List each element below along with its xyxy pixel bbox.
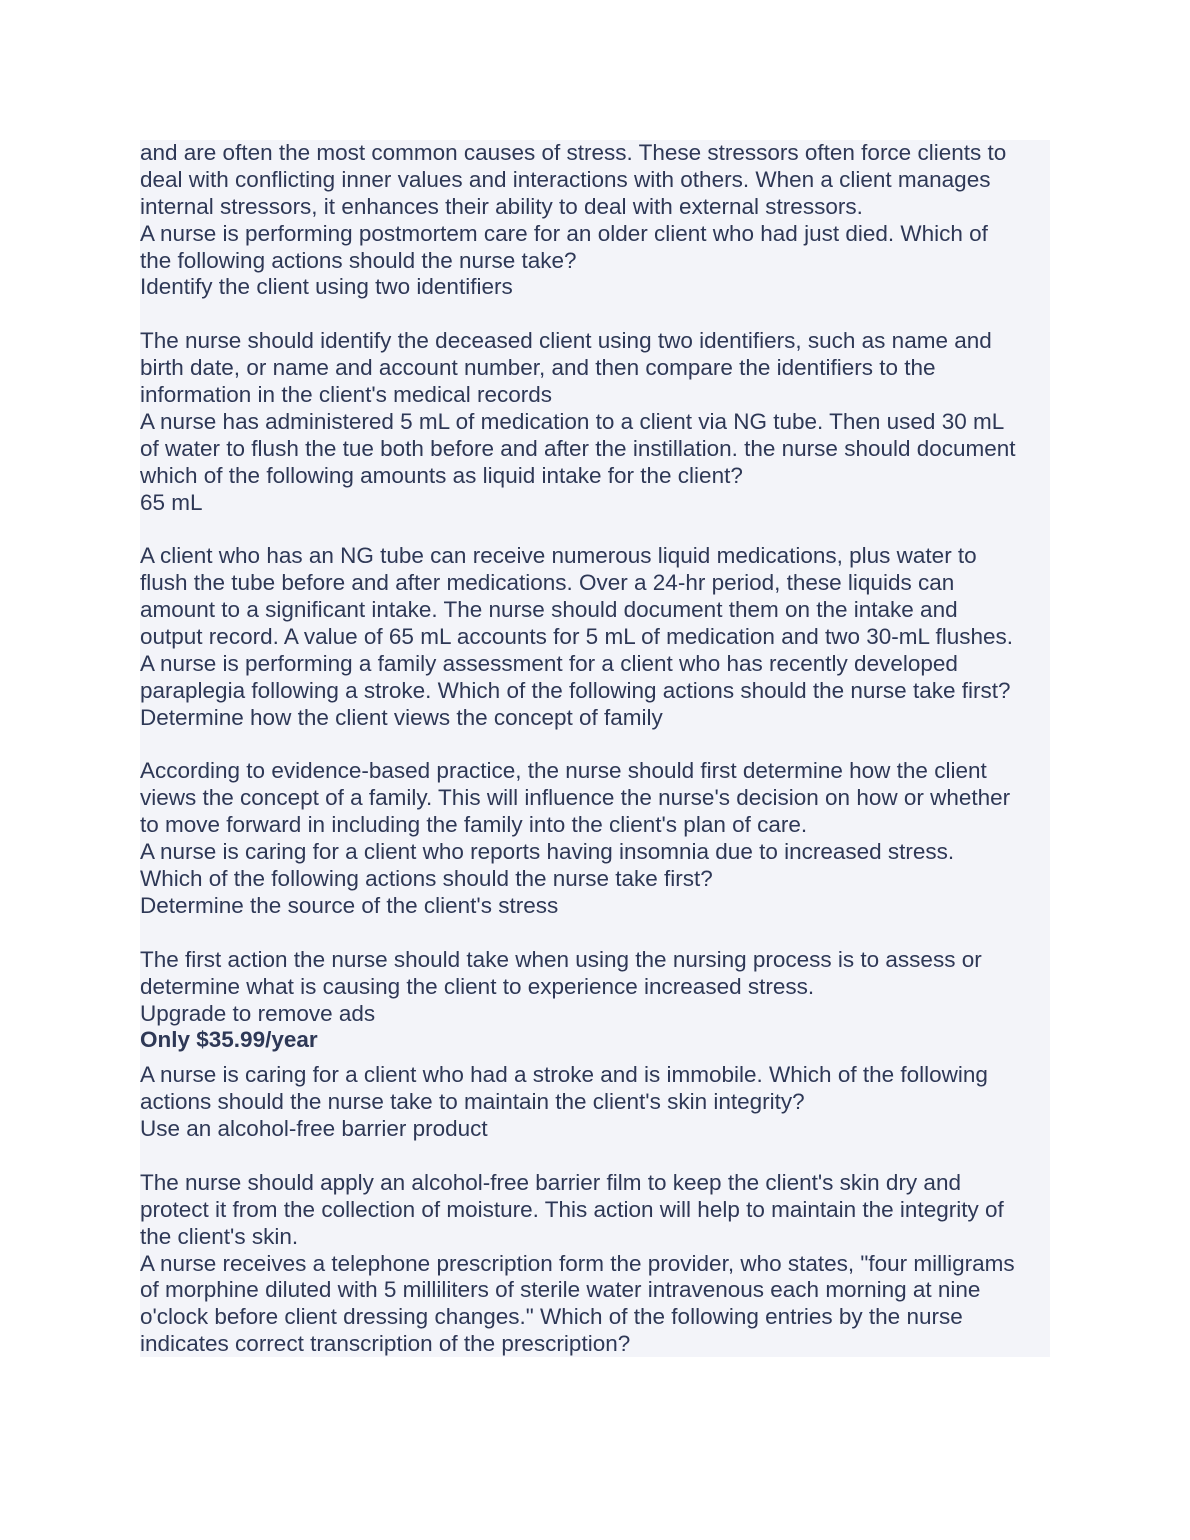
question-text: of morphine diluted with 5 milliliters of sterile water intravenous each morning at nine	[140, 1277, 981, 1303]
question-text: A nurse is performing postmortem care for an older client who had just died. Which of	[140, 220, 988, 246]
question-text: indicates correct transcription of the prescription?	[140, 1331, 631, 1357]
paragraph-gap	[140, 516, 1050, 543]
answer-text: Determine how the client views the concept of family	[140, 704, 663, 730]
question-text: A nurse receives a telephone prescription form the provider, who states, "four milligrams	[140, 1250, 1015, 1276]
explanation-text: the client's skin.	[140, 1223, 299, 1249]
answer-text: Determine the source of the client's stress	[140, 892, 559, 918]
question-text: the following actions should the nurse take?	[140, 247, 577, 273]
explanation-text: protect it from the collection of moisture. This action will help to maintain the integrity of	[140, 1196, 1004, 1222]
upgrade-ad-text: Upgrade to remove ads	[140, 1000, 376, 1026]
text-line: and are often the most common causes of stress. These stressors often force clients to	[140, 140, 1007, 165]
text-line: deal with conflicting inner values and interactions with others. When a client manages	[140, 166, 991, 192]
explanation-text: output record. A value of 65 mL accounts for 5 mL of medication and two 30-mL flushes.	[140, 624, 1013, 650]
answer-text: Use an alcohol-free barrier product	[140, 1116, 488, 1142]
question-text: A nurse is caring for a client who had a stroke and is immobile. Which of the following	[140, 1062, 988, 1088]
explanation-text: The nurse should identify the deceased client using two identifiers, such as name and	[140, 328, 992, 354]
question-text: Which of the following actions should the nurse take first?	[140, 866, 713, 892]
paragraph-gap	[140, 920, 1050, 947]
question-text: actions should the nurse take to maintain the client's skin integrity?	[140, 1089, 805, 1115]
question-text: A nurse has administered 5 mL of medication to a client via NG tube. Then used 30 mL	[140, 408, 1005, 434]
paragraph-gap	[140, 732, 1050, 759]
paragraph-gap	[140, 1143, 1050, 1170]
answer-text: 65 mL	[140, 489, 203, 515]
explanation-text: The nurse should apply an alcohol-free barrier film to keep the client's skin dry and	[140, 1169, 961, 1195]
paragraph-gap	[140, 301, 1050, 328]
explanation-text: information in the client's medical records	[140, 382, 552, 408]
question-text: o'clock before client dressing changes." Which of the following entries by the nurse	[140, 1304, 963, 1330]
answer-text: Identify the client using two identifiers	[140, 274, 513, 300]
explanation-text: views the concept of a family. This will influence the nurse's decision on how or whether	[140, 785, 1011, 811]
explanation-text: According to evidence-based practice, the nurse should first determine how the client	[140, 758, 987, 784]
question-text: A nurse is performing a family assessment for a client who has recently developed	[140, 650, 958, 676]
upgrade-price: Only $35.99/year	[140, 1027, 318, 1053]
explanation-text: flush the tube before and after medications. Over a 24-hr period, these liquids can	[140, 570, 955, 596]
document-content	[140, 140, 1050, 1358]
question-text: of water to flush the tue both before and after the instillation. the nurse should document	[140, 435, 1016, 461]
question-text: paraplegia following a stroke. Which of the following actions should the nurse take first?	[140, 677, 1011, 703]
explanation-text: The first action the nurse should take when using the nursing process is to assess or	[140, 946, 982, 972]
text-line: internal stressors, it enhances their ability to deal with external stressors.	[140, 193, 863, 219]
explanation-text: determine what is causing the client to experience increased stress.	[140, 973, 815, 999]
question-text: A nurse is caring for a client who reports having insomnia due to increased stress.	[140, 839, 955, 865]
explanation-text: A client who has an NG tube can receive numerous liquid medications, plus water to	[140, 543, 977, 569]
explanation-text: to move forward in including the family into the client's plan of care.	[140, 812, 808, 838]
question-text: which of the following amounts as liquid intake for the client?	[140, 462, 743, 488]
explanation-text: amount to a significant intake. The nurse should document them on the intake and	[140, 597, 958, 623]
explanation-text: birth date, or name and account number, and then compare the identifiers to the	[140, 355, 936, 381]
